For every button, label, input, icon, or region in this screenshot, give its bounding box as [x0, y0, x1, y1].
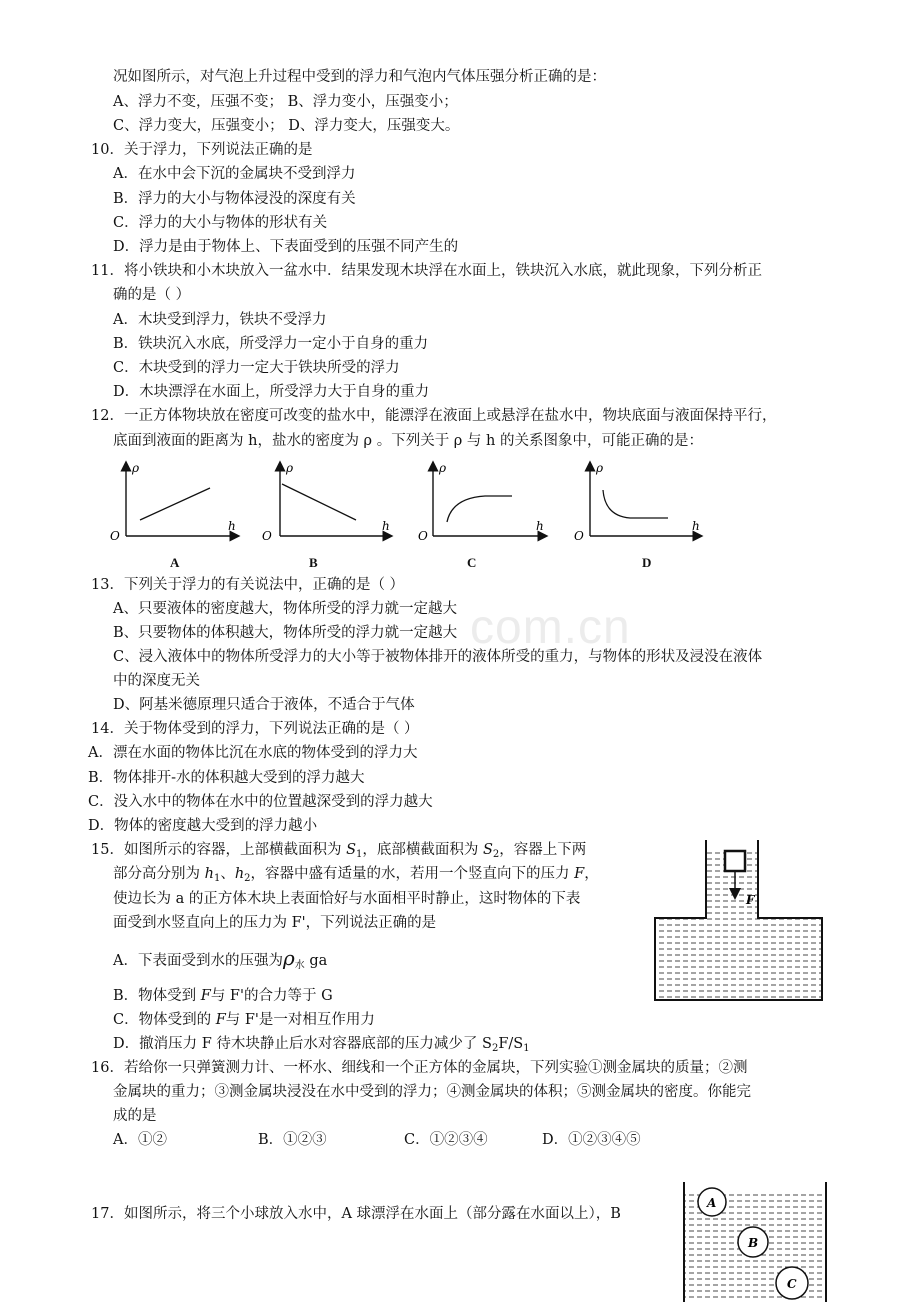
force-label: F: [746, 893, 755, 907]
q9-options-ab: A、浮力不变，压强不变； B、浮力变小，压强变小；: [113, 94, 458, 110]
q12-stem-2: 底面到液面的距离为 h，盐水的密度为 ρ 。下列关于 ρ 与 h 的关系图象中，可能正确的是：: [113, 433, 703, 449]
q12-stem-1: 12．一正方体物块放在密度可改变的盐水中，能漂浮在液面上或悬浮在盐水中，物块底面与液面保持平行，: [91, 408, 777, 424]
graph-d-label: D: [642, 555, 652, 570]
q10-option-c: C．浮力的大小与物体的形状有关: [113, 215, 328, 231]
q16-stem-2: 金属块的重力；③测金属块浸没在水中受到的浮力；④测金属块的体积；⑤测金属块的密度。你能完: [113, 1084, 751, 1100]
q11-option-a: A．木块受到浮力，铁块不受浮力: [113, 312, 327, 328]
q15-option-a: A．下表面受到水的压强为$\rho_水$ ga: [113, 946, 328, 971]
q13-option-b: B、只要物体的体积越大，物体所受的浮力就一定越大: [113, 625, 458, 641]
graph-b-x-label: h: [382, 519, 390, 533]
q10-option-a: A．在水中会下沉的金属块不受到浮力: [113, 166, 356, 182]
graph-d-curve: [603, 490, 668, 518]
q13-option-a: A、只要液体的密度越大，物体所受的浮力就一定越大: [113, 601, 457, 617]
q11-stem-2: 确的是（ ）: [113, 287, 191, 303]
graph-c: [418, 461, 544, 543]
q11-option-b: B．铁块沉入水底，所受浮力一定小于自身的重力: [113, 336, 429, 352]
wood-block: [725, 851, 745, 871]
q13-option-c-cont: 中的深度无关: [113, 673, 200, 689]
graph-b-label: B: [309, 555, 318, 570]
q10-stem: 10．关于浮力，下列说法正确的是: [91, 142, 313, 158]
q16-stem-1: 16．若给你一只弹簧测力计、一杯水、细线和一个正方体的金属块，下列实验①测金属块的质量；②测: [91, 1060, 748, 1076]
graph-c-curve: [447, 496, 512, 522]
q16-stem-3: 成的是: [113, 1108, 157, 1124]
q13-stem: 13．下列关于浮力的有关说法中，正确的是（ ）: [91, 577, 405, 593]
q9-line: 况如图所示，对气泡上升过程中受到的浮力和气泡内气体压强分析正确的是：: [113, 69, 606, 85]
ball-b-label: B: [748, 1236, 759, 1250]
q15-line-1: 15．如图所示的容器，上部横截面积为 $S_1$，底部横截面积为 $S_2$，容器上下两: [91, 842, 587, 860]
q15-option-b: B．物体受到 F与 F'的合力等于 G: [113, 988, 333, 1004]
q15-option-c: C．物体受到的 F与 F'是一对相互作用力: [113, 1012, 375, 1028]
graph-b-origin: O: [262, 529, 272, 543]
graph-a-x-label: h: [228, 519, 236, 533]
graph-a-label: A: [170, 555, 180, 570]
q15-line-3: 使边长为 a 的正方体木块上表面恰好与水面相平时静止，这时物体的下表: [113, 891, 581, 907]
graph-a-curve: [140, 488, 210, 520]
ball-c-label: C: [787, 1277, 797, 1291]
q11-stem-1: 11．将小铁块和小木块放入一盆水中．结果发现木块浮在水面上，铁块沉入水底，就此现象，下列分析正: [91, 263, 762, 279]
graph-b-y-label: ρ: [286, 461, 294, 475]
graph-d: [574, 461, 700, 543]
q14-option-b: B．物体排开-水的体积越大受到的浮力越大: [88, 770, 365, 786]
graph-c-y-label: ρ: [439, 461, 447, 475]
graph-b: [262, 461, 390, 543]
q15-line-4: 面受到水竖直向上的压力为 F'，下列说法正确的是: [113, 915, 437, 931]
q9-options-cd: C、浮力变大，压强变小； D、浮力变大，压强变大。: [113, 118, 460, 134]
graph-d-y-label: ρ: [596, 461, 604, 475]
q15-option-d: D．撤消压力 F 待木块静止后水对容器底部的压力减少了 $S_2F/S_1$: [113, 1036, 530, 1054]
watermark: com.cn: [470, 601, 631, 654]
graph-c-label: C: [467, 555, 477, 570]
graph-b-curve: [282, 484, 356, 520]
q15-line-2: 部分高分别为 $h_1$、$h_2$，容器中盛有适量的水，若用一个竖直向下的压力 F，: [113, 866, 599, 884]
q16-option-a: A．①②: [113, 1132, 167, 1148]
q13-option-c: C、浸入液体中的物体所受浮力的大小等于被物体排开的液体所受的重力，与物体的形状及浸没在液体: [113, 649, 763, 665]
graph-a: [110, 461, 236, 543]
graph-c-origin: O: [418, 529, 428, 543]
q16-option-c: C．①②③④: [404, 1132, 488, 1148]
ball-a-label: A: [707, 1196, 717, 1210]
graph-d-origin: O: [574, 529, 584, 543]
q10-option-b: B．浮力的大小与物体浸没的深度有关: [113, 191, 356, 207]
graph-c-x-label: h: [536, 519, 544, 533]
q16-option-b: B．①②③: [258, 1132, 327, 1148]
q10-option-d: D．浮力是由于物体上、下表面受到的压强不同产生的: [113, 239, 459, 255]
q11-option-d: D．木块漂浮在水面上，所受浮力大于自身的重力: [113, 384, 430, 400]
graph-d-x-label: h: [692, 519, 700, 533]
graph-a-y-label: ρ: [132, 461, 140, 475]
q17-figure: [680, 1180, 830, 1302]
q17-stem: 17．如图所示，将三个小球放入水中，A 球漂浮在水面上（部分露在水面以上），B: [91, 1206, 621, 1222]
q12-graphs: [100, 458, 720, 548]
q16-option-d: D．①②③④⑤: [542, 1132, 641, 1148]
q14-option-d: D．物体的密度越大受到的浮力越小: [88, 818, 318, 834]
q11-option-c: C．木块受到的浮力一定大于铁块所受的浮力: [113, 360, 400, 376]
q13-option-d: D、阿基米德原理只适合于液体，不适合于气体: [113, 697, 415, 713]
q14-option-a: A．漂在水面的物体比沉在水底的物体受到的浮力大: [88, 745, 418, 761]
q14-stem: 14．关于物体受到的浮力，下列说法正确的是（ ）: [91, 721, 419, 737]
q14-option-c: C．没入水中的物体在水中的位置越深受到的浮力越大: [88, 794, 433, 810]
q15-container-figure: [650, 838, 825, 1003]
graph-a-origin: O: [110, 529, 120, 543]
